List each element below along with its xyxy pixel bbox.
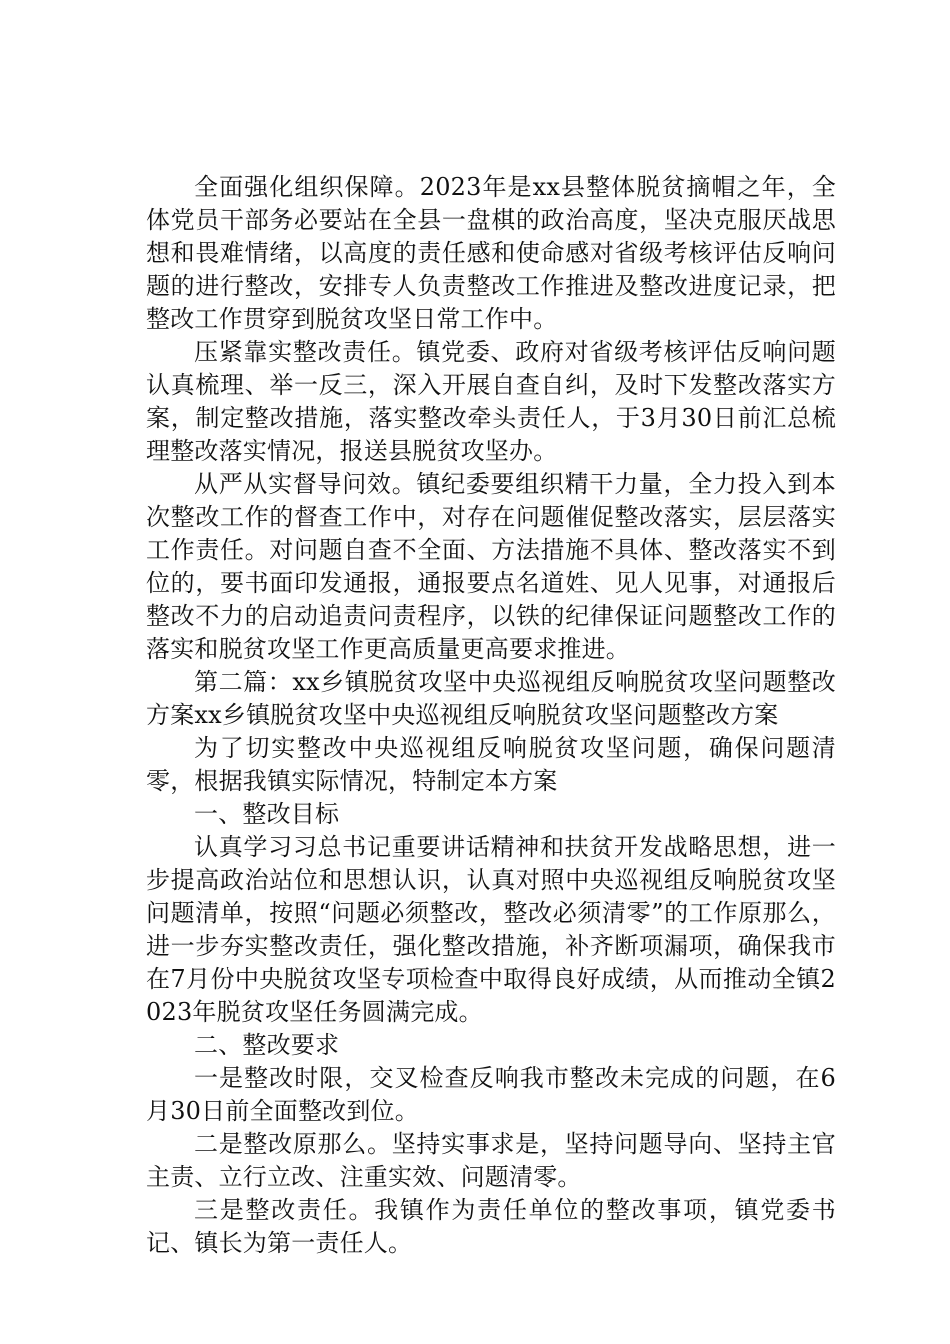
section-heading-requirements: 二、整改要求	[194, 1031, 340, 1059]
paragraph-responsibility: 三是整改责任。我镇作为责任单位的整改事项，镇党委书记、镇长为第一责任人。	[146, 1196, 836, 1257]
paragraph-purpose: 为了切实整改中央巡视组反响脱贫攻坚问题，确保问题清零，根据我镇实际情况，特制定本方案	[146, 734, 836, 795]
paragraph-principles: 二是整改原那么。坚持实事求是，坚持问题导向、坚持主官主责、立行立改、注重实效、问题清零。	[146, 1130, 836, 1191]
section-heading-goals: 一、整改目标	[194, 800, 340, 828]
paragraph-organization-guarantee: 全面强化组织保障。2023年是xx县整体脱贫摘帽之年，全体党员干部务必要站在全县一盘棋的政治高度，坚决克服厌战思想和畏难情绪，以高度的责任感和使命感对省级考核评估反响问题的进行整改，安排专人负责整改工作推进及整改进度记录，把整改工作贯穿到脱贫攻坚日常工作中。	[146, 173, 836, 333]
paragraph-time-limit: 一是整改时限，交叉检查反响我市整改未完成的问题，在6月30日前全面整改到位。	[146, 1064, 836, 1125]
paragraph-rectification-responsibility: 压紧靠实整改责任。镇党委、政府对省级考核评估反响问题认真梳理、举一反三，深入开展自查自纠，及时下发整改落实方案，制定整改措施，落实整改牵头责任人，于3月30日前汇总梳理整改落实情况，报送县脱贫攻坚办。	[146, 338, 836, 465]
paragraph-second-title: 第二篇：xx乡镇脱贫攻坚中央巡视组反响脱贫攻坚问题整改方案xx乡镇脱贫攻坚中央巡视组反响脱贫攻坚问题整改方案	[146, 668, 836, 729]
paragraph-supervision: 从严从实督导问效。镇纪委要组织精干力量，全力投入到本次整改工作的督查工作中，对存在问题催促整改落实，层层落实工作责任。对问题自查不全面、方法措施不具体、整改落实不到位的，要书面印发通报，通报要点名道姓、见人见事，对通报后整改不力的启动追责问责程序，以铁的纪律保证问题整改工作的落实和脱贫攻坚工作更高质量更高要求推进。	[146, 470, 836, 663]
paragraph-goals: 认真学习习总书记重要讲话精神和扶贫开发战略思想，进一步提高政治站位和思想认识，认真对照中央巡视组反响脱贫攻坚问题清单，按照“问题必须整改，整改必须清零”的工作原那么，进一步夯实整改责任，强化整改措施，补齐断项漏项，确保我市在7月份中央脱贫攻坚专项检查中取得良好成绩，从而推动全镇2023年脱贫攻坚任务圆满完成。	[146, 833, 836, 1026]
document-body	[146, 171, 836, 1260]
